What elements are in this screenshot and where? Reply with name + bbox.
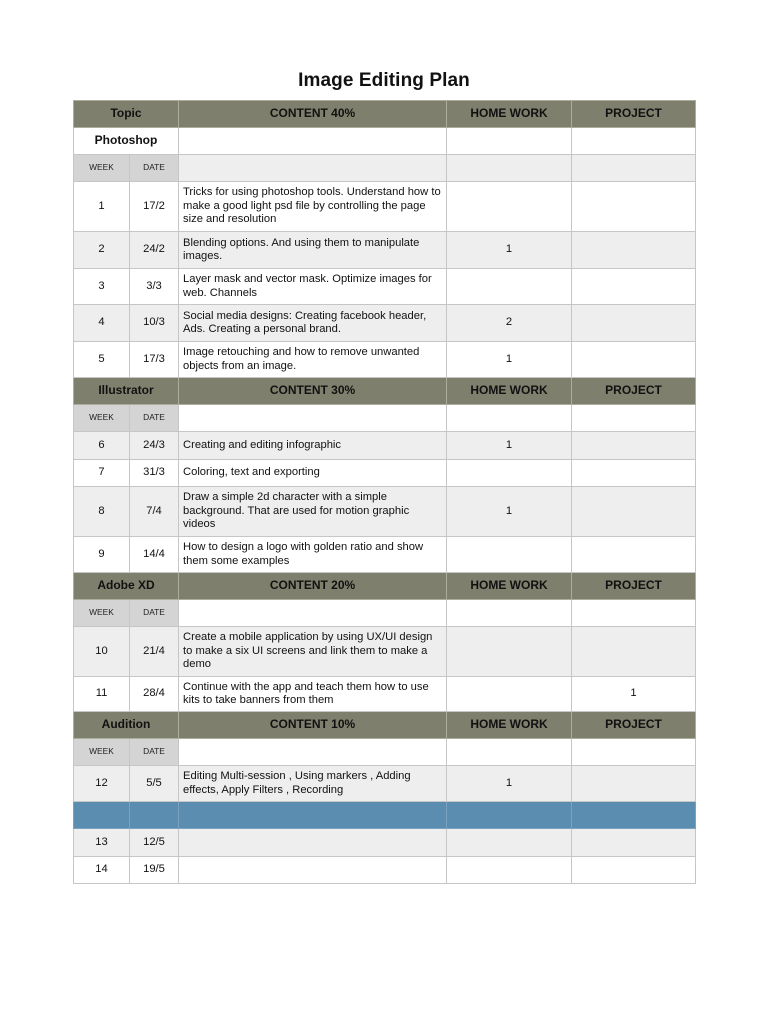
week-cell: 5 [74, 342, 130, 378]
empty-cell [179, 829, 447, 857]
content-cell: Coloring, text and exporting [179, 460, 447, 487]
blue-cell [572, 802, 696, 829]
project-cell [572, 182, 696, 232]
week-cell: 13 [74, 829, 130, 857]
week-cell: 9 [74, 537, 130, 573]
project-header: PROJECT [572, 378, 696, 405]
section-header-xd [74, 573, 696, 600]
date-cell: 21/4 [130, 627, 179, 677]
table-row [74, 857, 696, 884]
blue-cell [130, 802, 179, 829]
table-row [74, 627, 696, 677]
blue-cell [179, 802, 447, 829]
date-cell: 31/3 [130, 460, 179, 487]
project-cell [572, 537, 696, 573]
empty-cell [572, 739, 696, 766]
project-cell [572, 232, 696, 269]
section-name-row [74, 128, 696, 155]
content-header: CONTENT 30% [179, 378, 447, 405]
project-cell [572, 487, 696, 537]
table-row [74, 232, 696, 269]
empty-cell [447, 128, 572, 155]
project-cell [572, 627, 696, 677]
empty-cell [179, 128, 447, 155]
date-label: DATE [130, 600, 179, 627]
blue-cell [74, 802, 130, 829]
section-name-illustrator: Illustrator [74, 378, 179, 405]
date-cell: 3/3 [130, 269, 179, 305]
week-cell: 4 [74, 305, 130, 342]
homework-cell [447, 627, 572, 677]
content-cell: Layer mask and vector mask. Optimize images for web. Channels [179, 269, 447, 305]
empty-cell [447, 829, 572, 857]
empty-cell [179, 600, 447, 627]
date-cell: 10/3 [130, 305, 179, 342]
empty-cell [572, 405, 696, 432]
homework-cell: 1 [447, 342, 572, 378]
section-name-xd: Adobe XD [74, 573, 179, 600]
homework-cell [447, 269, 572, 305]
content-cell: Create a mobile application by using UX/UI design to make a six UI screens and link them to make a demo [179, 627, 447, 677]
separator-row [74, 802, 696, 829]
date-cell: 7/4 [130, 487, 179, 537]
week-date-header-row [74, 155, 696, 182]
empty-cell [447, 155, 572, 182]
content-header: CONTENT 40% [179, 101, 447, 128]
week-date-header-row [74, 600, 696, 627]
project-header: PROJECT [572, 101, 696, 128]
empty-cell [447, 739, 572, 766]
table-row [74, 487, 696, 537]
date-cell: 17/3 [130, 342, 179, 378]
date-label: DATE [130, 155, 179, 182]
date-label: DATE [130, 739, 179, 766]
content-cell: Tricks for using photoshop tools. Understand how to make a good light psd file by controlling the page size and resolution [179, 182, 447, 232]
week-label: WEEK [74, 155, 130, 182]
table-row [74, 537, 696, 573]
project-cell [572, 766, 696, 802]
empty-cell [179, 155, 447, 182]
header-row [74, 101, 696, 128]
week-cell: 2 [74, 232, 130, 269]
project-cell [572, 305, 696, 342]
empty-cell [572, 829, 696, 857]
homework-cell [447, 460, 572, 487]
content-cell: Continue with the app and teach them how to use kits to take banners from them [179, 677, 447, 712]
project-cell [572, 342, 696, 378]
week-cell: 1 [74, 182, 130, 232]
project-header: PROJECT [572, 573, 696, 600]
empty-cell [179, 405, 447, 432]
date-cell: 5/5 [130, 766, 179, 802]
week-label: WEEK [74, 405, 130, 432]
date-cell: 12/5 [130, 829, 179, 857]
empty-cell [179, 857, 447, 884]
week-date-header-row [74, 739, 696, 766]
week-cell: 8 [74, 487, 130, 537]
homework-cell: 1 [447, 487, 572, 537]
homework-header: HOME WORK [447, 101, 572, 128]
empty-cell [572, 155, 696, 182]
content-cell: Blending options. And using them to manipulate images. [179, 232, 447, 269]
blue-cell [447, 802, 572, 829]
homework-header: HOME WORK [447, 573, 572, 600]
week-cell: 11 [74, 677, 130, 712]
table-row [74, 269, 696, 305]
section-name-audition: Audition [74, 712, 179, 739]
empty-cell [572, 857, 696, 884]
homework-cell [447, 677, 572, 712]
empty-cell [179, 739, 447, 766]
homework-cell: 1 [447, 432, 572, 460]
content-header: CONTENT 20% [179, 573, 447, 600]
plan-table [73, 100, 696, 884]
table-row [74, 677, 696, 712]
homework-cell [447, 182, 572, 232]
page-title: Image Editing Plan [298, 70, 470, 91]
project-cell [572, 432, 696, 460]
empty-cell [572, 128, 696, 155]
week-cell: 6 [74, 432, 130, 460]
content-cell: Image retouching and how to remove unwanted objects from an image. [179, 342, 447, 378]
project-cell [572, 460, 696, 487]
date-cell: 19/5 [130, 857, 179, 884]
empty-cell [572, 600, 696, 627]
date-cell: 24/3 [130, 432, 179, 460]
table-row [74, 182, 696, 232]
table-row [74, 432, 696, 460]
date-cell: 24/2 [130, 232, 179, 269]
week-cell: 3 [74, 269, 130, 305]
section-header-illustrator [74, 378, 696, 405]
project-cell: 1 [572, 677, 696, 712]
topic-header: Topic [74, 101, 179, 128]
week-label: WEEK [74, 739, 130, 766]
project-cell [572, 269, 696, 305]
empty-cell [447, 857, 572, 884]
week-cell: 7 [74, 460, 130, 487]
homework-cell [447, 537, 572, 573]
project-header: PROJECT [572, 712, 696, 739]
content-cell: Editing Multi-session , Using markers , Adding effects, Apply Filters , Recording [179, 766, 447, 802]
empty-cell [447, 405, 572, 432]
table-row [74, 766, 696, 802]
content-cell: Draw a simple 2d character with a simple background. That are used for motion graphic videos [179, 487, 447, 537]
week-label: WEEK [74, 600, 130, 627]
table-row [74, 460, 696, 487]
table-row [74, 342, 696, 378]
content-cell: Creating and editing infographic [179, 432, 447, 460]
date-label: DATE [130, 405, 179, 432]
empty-cell [447, 600, 572, 627]
content-cell: How to design a logo with golden ratio and show them some examples [179, 537, 447, 573]
table-row [74, 305, 696, 342]
week-cell: 14 [74, 857, 130, 884]
homework-header: HOME WORK [447, 378, 572, 405]
date-cell: 28/4 [130, 677, 179, 712]
homework-cell: 2 [447, 305, 572, 342]
week-date-header-row [74, 405, 696, 432]
date-cell: 14/4 [130, 537, 179, 573]
week-cell: 10 [74, 627, 130, 677]
homework-cell: 1 [447, 232, 572, 269]
section-name-photoshop: Photoshop [74, 128, 179, 155]
content-header: CONTENT 10% [179, 712, 447, 739]
section-header-audition [74, 712, 696, 739]
date-cell: 17/2 [130, 182, 179, 232]
homework-cell: 1 [447, 766, 572, 802]
table-row [74, 829, 696, 857]
week-cell: 12 [74, 766, 130, 802]
content-cell: Social media designs: Creating facebook header, Ads. Creating a personal brand. [179, 305, 447, 342]
homework-header: HOME WORK [447, 712, 572, 739]
